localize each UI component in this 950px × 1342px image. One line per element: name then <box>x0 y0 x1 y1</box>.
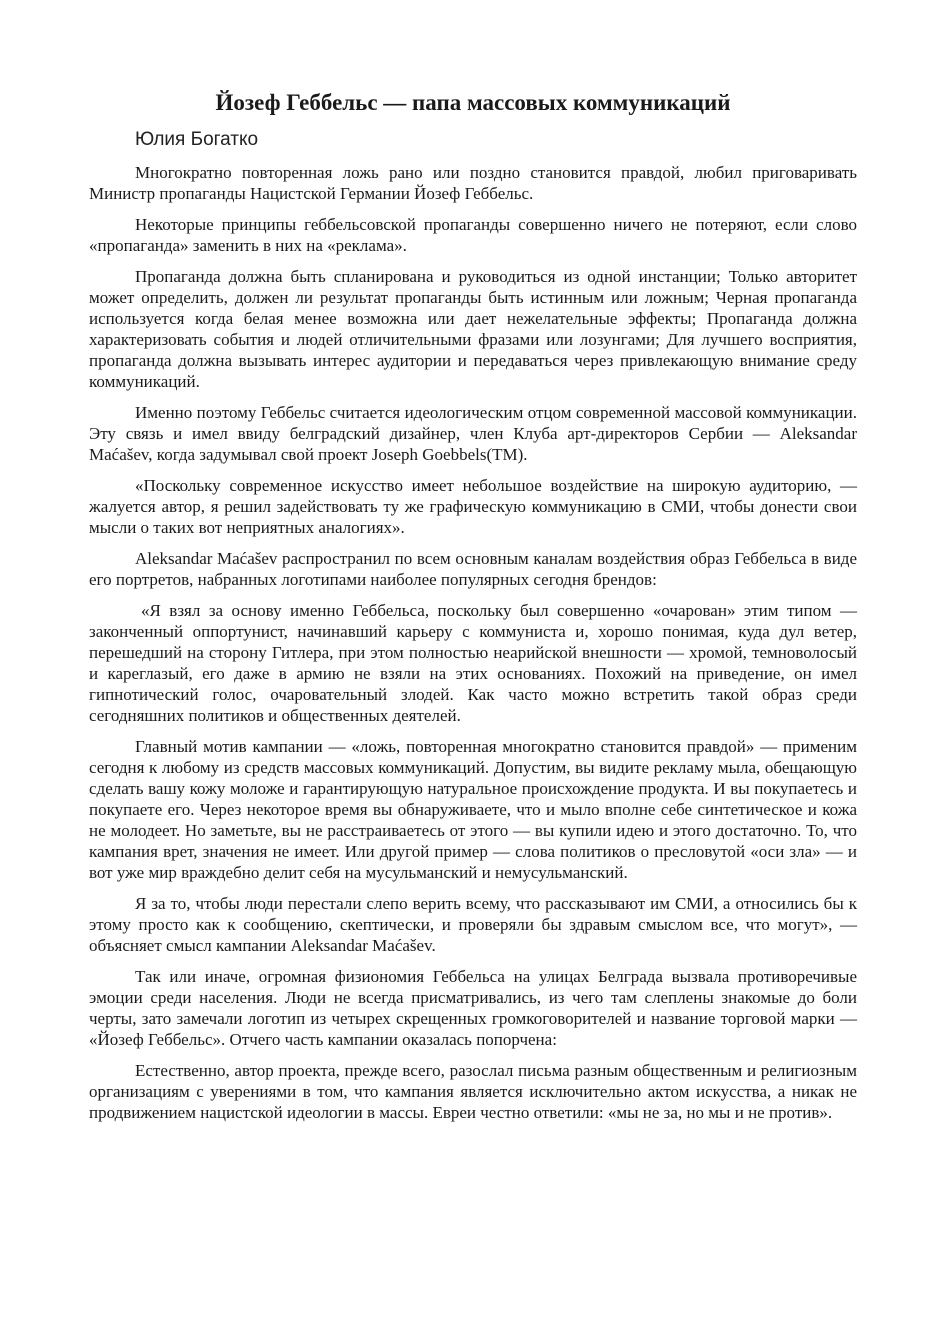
paragraph: Естественно, автор проекта, прежде всего, разослал письма разным общественным и религиозным организациям с уверениями в том, что кампания является исключительно актом искусства, а никак не продвижением нацистской идеологии в массы. Евреи честно ответили: «мы не за, но мы и не против». <box>89 1061 857 1122</box>
paragraph: Aleksandar Maćašev распространил по всем основным каналам воздействия образ Геббельса в виде его портретов, набранных логотипами наиболее популярных сегодня брендов: <box>89 549 857 589</box>
paragraph: «Я взял за основу именно Геббельса, поскольку был совершенно «очарован» этим типом — законченный оппортунист, начинавший карьеру с коммуниста и, хорошо понимая, куда дул ветер, перешедший на сторону Гитлера, при этом полностью неарийской внешности — хромой, темноволосый и кареглазый, его даже в армию не взяли на этих основаниях. Похожий на приведение, он имел гипнотический голос, очаровательный злодей. Как часто можно встретить такой образ среди сегодняшних политиков и общественных деятелей. <box>89 601 857 725</box>
paragraph: Главный мотив кампании — «ложь, повторенная многократно становится правдой» — применим сегодня к любому из средств массовых коммуникаций. Допустим, вы видите рекламу мыла, обещающую сделать вашу кожу моложе и гарантирующую натуральное происхождение продукта. И вы покупаетесь и покупаете его. Через некоторое время вы обнаруживаете, что и мыло вполне себе синтетическое и кожа не молодеет. Но заметьте, вы не расстраиваетесь от этого — вы купили идею и этого достаточно. То, что кампания врет, значения не имеет. Или другой пример — слова политиков о пресловутой «оси зла» — и вот уже мир враждебно делит себя на мусульманский и немусульманский. <box>89 737 857 882</box>
paragraph: Пропаганда должна быть спланирована и руководиться из одной инстанции; Только авторитет может определить, должен ли результат пропаганды быть истинным или ложным; Черная пропаганда используется когда белая менее возможна или дает нежелательные эффекты; Пропаганда должна характеризовать события и людей отличительными фразами или лозунгами; Для лучшего восприятия, пропаганда должна вызывать интерес аудитории и передаваться через привлекающую внимание среду коммуникаций. <box>89 267 857 391</box>
paragraph: Так или иначе, огромная физиономия Геббельса на улицах Белграда вызвала противоречивые эмоции среди населения. Люди не всегда присматривались, из чего там слеплены знакомые до боли черты, зато замечали логотип из четырех скрещенных громкоговорителей и название торговой марки — «Йозеф Геббельс». Отчего часть кампании оказалась попорчена: <box>89 967 857 1049</box>
paragraph: Многократно повторенная ложь рано или поздно становится правдой, любил приговаривать Министр пропаганды Нацистской Германии Йозеф Геббельс. <box>89 163 857 203</box>
paragraph: Некоторые принципы геббельсовской пропаганды совершенно ничего не потеряют, если слово «пропаганда» заменить в них на «реклама». <box>89 215 857 255</box>
paragraph: Именно поэтому Геббельс считается идеологическим отцом современной массовой коммуникации. Эту связь и имел ввиду белградский дизайнер, член Клуба арт-директоров Сербии — Aleksandar Maćašev, когда задумывал свой проект Joseph Goebbels(TM). <box>89 403 857 464</box>
document-title: Йозеф Геббельс — папа массовых коммуникаций <box>215 90 731 115</box>
paragraph: «Поскольку современное искусство имеет небольшое воздействие на широкую аудиторию, — жалуется автор, я решил задействовать ту же графическую коммуникацию в СМИ, чтобы донести свои мысли о таких вот неприятных аналогиях». <box>89 476 857 537</box>
author-name: Юлия Богатко <box>135 129 259 150</box>
document-page <box>89 88 857 1133</box>
paragraph: Я за то, чтобы люди перестали слепо верить всему, что рассказывают им СМИ, а относились бы к этому просто как к сообщению, скептически, и проверяли бы здравым смыслом все, что могут», — объясняет смысл кампании Aleksandar Maćašev. <box>89 894 857 955</box>
